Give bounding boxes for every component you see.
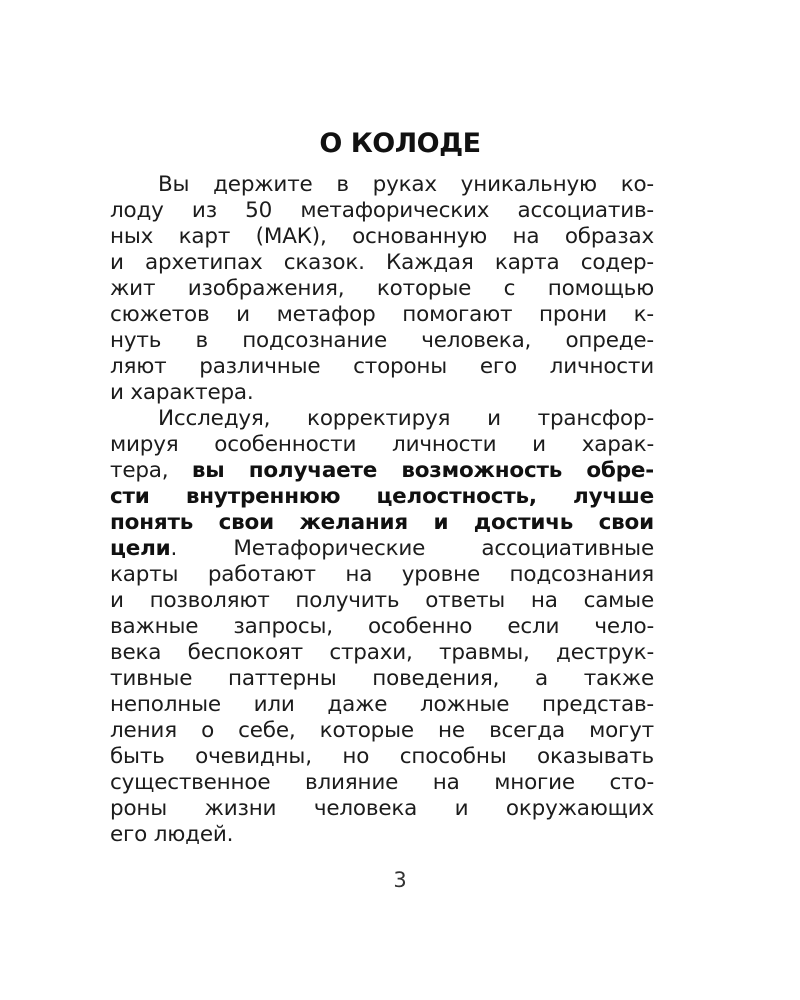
text-line: неполные или даже ложные представ- <box>110 692 654 717</box>
text-line: Исследуя, корректируя и трансфор- <box>158 406 654 431</box>
text-line: и архетипах сказок. Каждая карта содер- <box>110 250 654 275</box>
page-number: 3 <box>393 868 407 892</box>
text-line: карты работают на уровне подсознания <box>110 562 654 587</box>
text-line: ных карт (МАК), основанную на образах <box>110 224 654 249</box>
text-line: быть очевидны, но способны оказывать <box>110 744 654 769</box>
text-line: ляют различные стороны его личности <box>110 354 654 379</box>
text-line: сюжетов и метафор помогают прони к- <box>110 302 654 327</box>
text-line: роны жизни человека и окружающих <box>110 796 654 821</box>
text-normal: тера, <box>110 458 192 483</box>
text-line <box>110 458 654 484</box>
body-text <box>110 172 654 848</box>
text-line: нуть в подсознание человека, опреде- <box>110 328 654 353</box>
text-line: и характера. <box>110 380 254 405</box>
text-line: важные запросы, особенно если чело- <box>110 614 654 639</box>
text-line: жит изображения, которые с помощью <box>110 276 654 301</box>
text-line: века беспокоят страхи, травмы, деструк- <box>110 640 654 665</box>
page-title: О КОЛОДЕ <box>319 128 481 159</box>
text-line: и позволяют получить ответы на самые <box>110 588 654 613</box>
text-line: существенное влияние на многие сто- <box>110 770 654 795</box>
text-line: тивные паттерны поведения, а также <box>110 666 654 691</box>
text-line: лоду из 50 метафорических ассоциатив- <box>110 198 654 223</box>
text-bold: понять свои желания и достичь свои <box>110 510 654 535</box>
text-normal: . Метафорические ассоциативные <box>170 536 654 561</box>
text-line: ления о себе, которые не всегда могут <box>110 718 654 743</box>
text-line: мируя особенности личности и харак- <box>110 432 654 457</box>
text-bold: цели <box>110 536 171 561</box>
text-bold: сти внутреннюю целостность, лучше <box>110 484 654 509</box>
text-bold: вы получаете возможность обре- <box>191 458 654 483</box>
text-line: Вы держите в руках уникальную ко- <box>158 172 654 197</box>
text-line <box>110 510 654 536</box>
text-line: его людей. <box>110 822 234 847</box>
text-line <box>110 484 654 510</box>
text-line <box>110 536 654 562</box>
